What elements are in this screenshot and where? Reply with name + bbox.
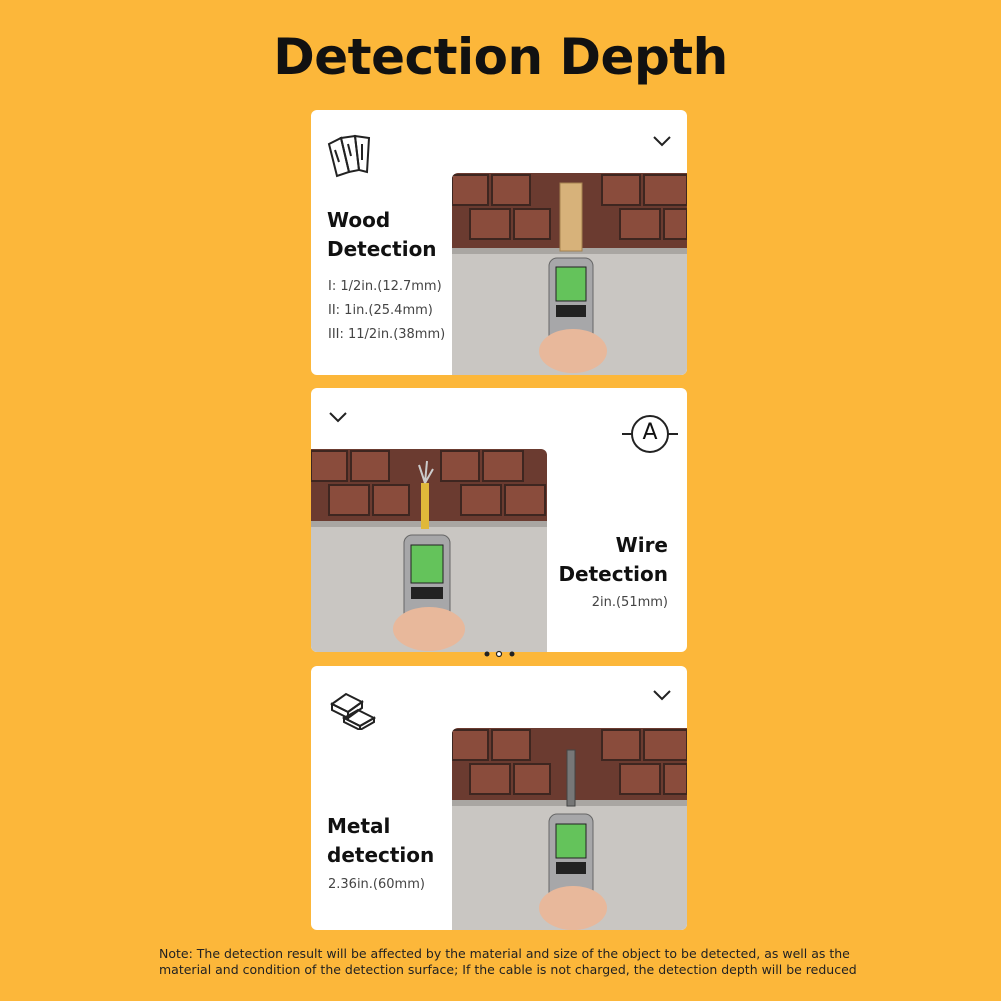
wood-detection-card [311,110,687,375]
chevron-down-icon[interactable] [652,688,672,702]
wire-detection-card [311,388,687,652]
wood-planks-icon [327,134,373,178]
metal-detection-card [311,666,687,930]
metal-bars-icon [328,688,380,730]
spec-line: I: 1/2in.(12.7mm) [328,279,442,294]
card-heading-line1: Metal [327,814,391,838]
carousel-dot[interactable] [510,652,515,657]
card-heading-line1: Wire [615,533,668,557]
spec-line: III: 11/2in.(38mm) [328,327,446,342]
card-heading-line2: detection [327,843,435,867]
chevron-down-icon[interactable] [652,134,672,148]
ampere-symbol: A [642,420,658,445]
carousel-dot-active[interactable] [497,652,502,657]
carousel-dots[interactable] [483,650,519,658]
metal-detection-photo [452,728,687,930]
page-title: Detection Depth [273,28,728,86]
spec-line: 2.36in.(60mm) [328,877,425,892]
wire-detection-photo [311,449,547,652]
spec-line: II: 1in.(25.4mm) [328,303,433,318]
wood-detection-photo [452,173,687,375]
card-heading-line2: Detection [558,562,668,586]
carousel-dot[interactable] [485,652,490,657]
card-heading-line2: Detection [327,237,437,261]
disclaimer-note: Note: The detection result will be affected by the material and size of the object to be detected, as well as the material and condition of the detection surface; If the cable is not charged, the detection depth will be reduced [159,946,857,977]
card-heading-line1: Wood [327,208,391,232]
spec-line: 2in.(51mm) [591,595,668,610]
ampere-icon [622,412,678,456]
chevron-down-icon[interactable] [328,410,348,424]
